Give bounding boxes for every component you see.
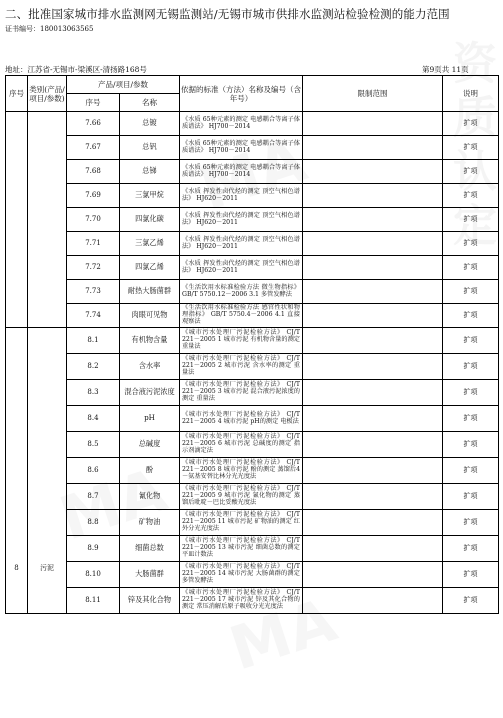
address-label: 地址： (5, 65, 28, 74)
item-standard: 《城市污水处理厂污泥检验方法》 CJ/T 221－2005 14 城市污泥 大肠菌群的测定 多管发酵法 (180, 562, 303, 588)
item-standard: 《城市污水处理厂污泥检验方法》 CJ/T 221－2005 1 城市污泥 有机物含量的测定 重量法 (180, 328, 303, 354)
item-standard: 《生活饮用水标准检验方法 微生物指标》 GB/T 5750.12－2006 3.1 多管发酵法 (180, 280, 303, 304)
item-name: 细菌总数 (120, 536, 180, 562)
item-note: 扩项 (443, 484, 499, 510)
table-row (6, 484, 499, 510)
table-row (6, 380, 499, 406)
item-limit (303, 232, 443, 256)
group-seq (6, 112, 28, 328)
table-row (6, 562, 499, 588)
item-standard: 《水质 挥发性卤代烃的测定 顶空气相色谱法》 HJ620－2011 (180, 232, 303, 256)
item-name: pH (120, 406, 180, 432)
item-name: 四氯化碳 (120, 208, 180, 232)
item-standard: 《城市污水处理厂污泥检验方法》 CJ/T 221－2005 6 城市污泥 总碱度的测定 指示剂滴定法 (180, 432, 303, 458)
table-row (6, 160, 499, 184)
address (5, 64, 147, 75)
item-number: 8.7 (67, 484, 120, 510)
item-name: 矿物油 (120, 510, 180, 536)
item-limit (303, 406, 443, 432)
item-number: 8.10 (67, 562, 120, 588)
item-name: 氰化物 (120, 484, 180, 510)
table-row (6, 432, 499, 458)
item-name: 总碱度 (120, 432, 180, 458)
group-category: 污泥 (28, 328, 67, 614)
item-limit (303, 510, 443, 536)
table-row (6, 136, 499, 160)
col-header-product-group: 产品/项目/参数 (67, 76, 180, 94)
item-limit (303, 380, 443, 406)
item-name: 锌及其化合物 (120, 588, 180, 614)
item-standard: 《城市污水处理厂污泥检验方法》 CJ/T 221－2005 4 城市污泥 pH的测定 电极法 (180, 406, 303, 432)
item-number: 7.74 (67, 304, 120, 328)
group-seq: 8 (6, 328, 28, 614)
table-row (6, 112, 499, 136)
table-row (6, 510, 499, 536)
item-number: 8.5 (67, 432, 120, 458)
item-note: 扩项 (443, 232, 499, 256)
item-limit (303, 562, 443, 588)
item-number: 8.6 (67, 458, 120, 484)
item-number: 7.68 (67, 160, 120, 184)
item-number: 8.1 (67, 328, 120, 354)
item-limit (303, 208, 443, 232)
item-note: 扩项 (443, 510, 499, 536)
item-name: 酚 (120, 458, 180, 484)
col-header-limit: 限制范围 (303, 76, 443, 112)
col-header-note: 说明 (443, 76, 499, 112)
item-note: 扩项 (443, 160, 499, 184)
col-header-category: 类别(产品/项目/参数) (28, 76, 67, 112)
item-note: 扩项 (443, 432, 499, 458)
table-row (6, 354, 499, 380)
item-limit (303, 280, 443, 304)
item-number: 8.9 (67, 536, 120, 562)
item-name: 大肠菌群 (120, 562, 180, 588)
item-note: 扩项 (443, 136, 499, 160)
item-number: 8.4 (67, 406, 120, 432)
item-note: 扩项 (443, 588, 499, 614)
item-note: 扩项 (443, 536, 499, 562)
table-row (6, 458, 499, 484)
item-standard: 《城市污水处理厂污泥检验方法》 CJ/T 221－2005 11 城市污泥 矿物油的测定 红外分光光度法 (180, 510, 303, 536)
table-row (6, 232, 499, 256)
group-category (28, 112, 67, 328)
item-standard: 《城市污水处理厂污泥检验方法》 CJ/T 221－2005 2 城市污泥 含水率的测定 重量法 (180, 354, 303, 380)
item-limit (303, 256, 443, 280)
item-number: 7.70 (67, 208, 120, 232)
item-standard: 《城市污水处理厂污泥检验方法》 CJ/T 221－2005 3 城市污泥 混合液污泥浓度的测定 重量法 (180, 380, 303, 406)
item-name: 三氯乙烯 (120, 232, 180, 256)
item-number: 7.71 (67, 232, 120, 256)
item-number: 7.69 (67, 184, 120, 208)
item-note: 扩项 (443, 328, 499, 354)
item-standard: 《水质 挥发性卤代烃的测定 顶空气相色谱法》 HJ620－2011 (180, 184, 303, 208)
item-standard: 《水质 65种元素的测定 电感耦合等离子体质谱法》 HJ700－2014 (180, 160, 303, 184)
item-limit (303, 328, 443, 354)
item-standard: 《水质 65种元素的测定 电感耦合等离子体质谱法》 HJ700－2014 (180, 112, 303, 136)
item-name: 混合液污泥浓度 (120, 380, 180, 406)
col-header-seq: 序号 (6, 76, 28, 112)
item-note: 扩项 (443, 304, 499, 328)
item-limit (303, 432, 443, 458)
table-row (6, 208, 499, 232)
item-name: 含水率 (120, 354, 180, 380)
item-name: 耐热大肠菌群 (120, 280, 180, 304)
table-row (6, 304, 499, 328)
item-standard: 《城市污水处理厂污泥检验方法》 CJ/T 221－2005 8 城市污泥 酚的测定 蒸馏后4－氨基安替比林分光光度法 (180, 458, 303, 484)
item-number: 7.66 (67, 112, 120, 136)
item-number: 7.67 (67, 136, 120, 160)
item-standard: 《水质 挥发性卤代烃的测定 顶空气相色谱法》 HJ620－2011 (180, 256, 303, 280)
cert-label: 证书编号： (5, 25, 40, 33)
table-row (6, 536, 499, 562)
item-limit (303, 484, 443, 510)
item-note: 扩项 (443, 562, 499, 588)
item-standard: 《城市污水处理厂污泥检验方法》 CJ/T 221－2005 17 城市污泥 锌及其化合物的测定 常压消解后原子吸收分光光度法 (180, 588, 303, 614)
capability-table (5, 75, 499, 614)
item-note: 扩项 (443, 458, 499, 484)
item-note: 扩项 (443, 208, 499, 232)
table-row (6, 328, 499, 354)
item-note: 扩项 (443, 380, 499, 406)
item-note: 扩项 (443, 406, 499, 432)
item-limit (303, 112, 443, 136)
item-note: 扩项 (443, 280, 499, 304)
table-row (6, 588, 499, 614)
col-header-item-no: 序号 (67, 94, 120, 112)
item-limit (303, 588, 443, 614)
item-number: 7.73 (67, 280, 120, 304)
item-name: 总镀 (120, 112, 180, 136)
item-number: 8.3 (67, 380, 120, 406)
item-standard: 《城市污水处理厂污泥检验方法》 CJ/T 221－2005 9 城市污泥 氰化物的测定 蒸馏后吡啶－巴比妥酸光度法 (180, 484, 303, 510)
item-standard: 《城市污水处理厂污泥检验方法》 CJ/T 221－2005 13 城市污泥 细菌总数的测定 平皿计数法 (180, 536, 303, 562)
col-header-name: 名称 (120, 94, 180, 112)
item-limit (303, 458, 443, 484)
item-number: 8.2 (67, 354, 120, 380)
item-limit (303, 536, 443, 562)
item-name: 总钒 (120, 136, 180, 160)
item-standard: 《生活饮用水标准检验方法 感官性状和物理指标》 GB/T 5750.4－2006 4.1 直接观察法 (180, 304, 303, 328)
item-name: 肉眼可见物 (120, 304, 180, 328)
item-limit (303, 160, 443, 184)
page-title: 二、批准国家城市排水监测网无锡监测站/无锡市城市供排水监测站检验检测的能力范围 (5, 7, 450, 21)
certificate-number (5, 24, 93, 34)
table-row (6, 406, 499, 432)
item-note: 扩项 (443, 184, 499, 208)
item-name: 三氯甲烷 (120, 184, 180, 208)
item-standard: 《水质 65种元素的测定 电感耦合等离子体质谱法》 HJ700－2014 (180, 136, 303, 160)
cert-value: 180013063565 (40, 25, 94, 33)
item-note: 扩项 (443, 256, 499, 280)
item-number: 8.8 (67, 510, 120, 536)
table-row (6, 184, 499, 208)
item-note: 扩项 (443, 112, 499, 136)
item-number: 8.11 (67, 588, 120, 614)
item-name: 总锑 (120, 160, 180, 184)
table-row (6, 280, 499, 304)
item-standard: 《水质 挥发性卤代烃的测定 顶空气相色谱法》 HJ620－2011 (180, 208, 303, 232)
table-row (6, 256, 499, 280)
item-limit (303, 136, 443, 160)
col-header-standard: 依据的标准（方法）名称及编号（含年号） (180, 76, 303, 112)
address-value: 江苏省-无锡市-梁溪区-清扬路168号 (27, 65, 147, 74)
item-name: 四氯乙烯 (120, 256, 180, 280)
item-number: 7.72 (67, 256, 120, 280)
item-limit (303, 354, 443, 380)
item-name: 有机物含量 (120, 328, 180, 354)
item-note: 扩项 (443, 354, 499, 380)
page-number: 第9页共 11页 (422, 65, 469, 74)
item-limit (303, 304, 443, 328)
item-limit (303, 184, 443, 208)
